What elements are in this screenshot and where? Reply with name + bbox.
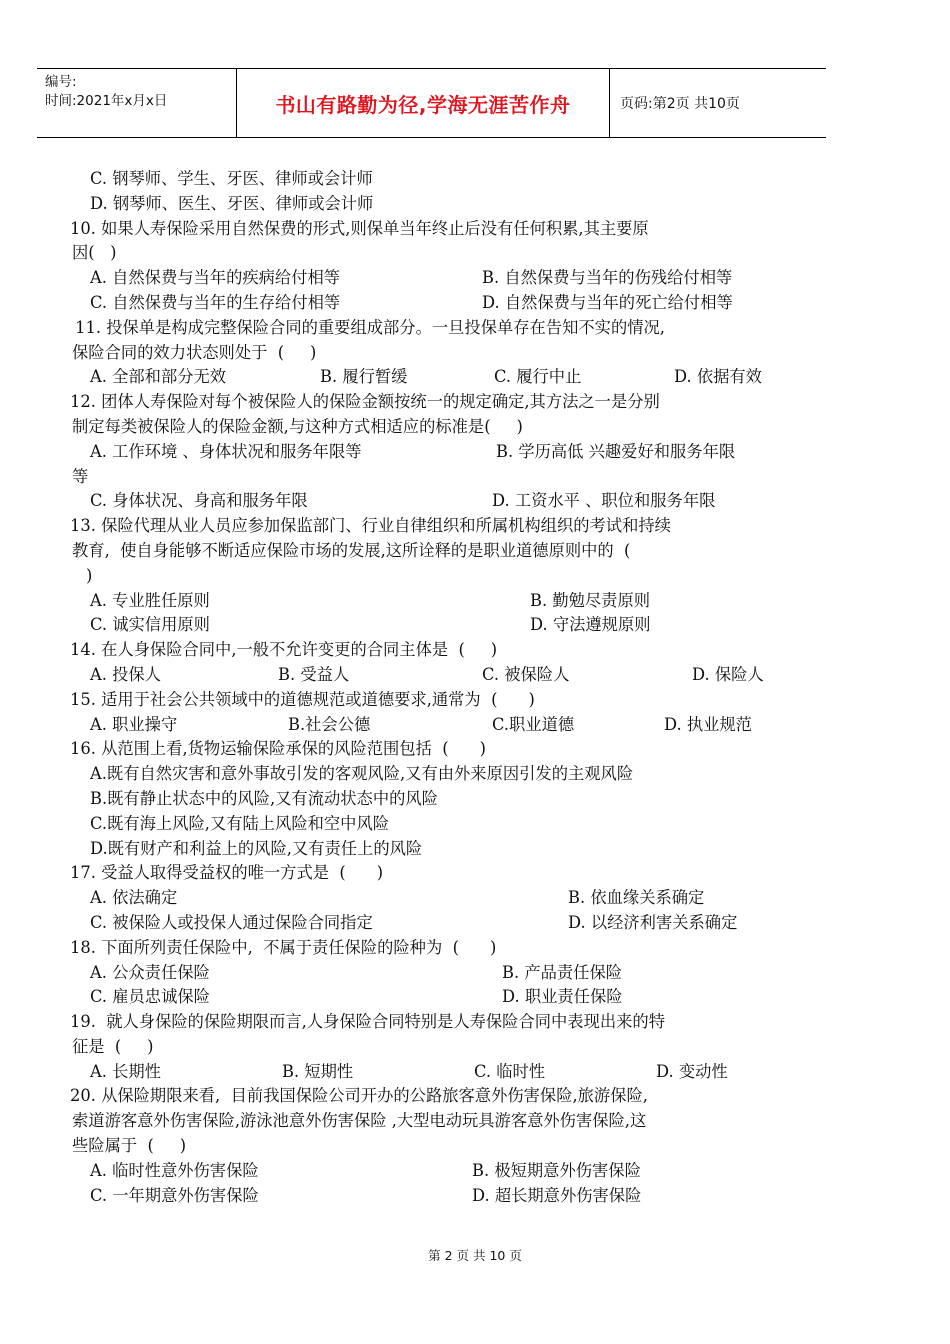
question-12-text: 12. 团体人寿保险对每个被保险人的保险金额按统一的规定确定,其方法之一是分别: [70, 392, 660, 412]
header-motto: 书山有路勤为径,学海无涯苦作舟: [237, 69, 610, 137]
question-10-text-cont: 因( ): [72, 243, 117, 263]
option-b: B. 自然保费与当年的伤残给付相等: [482, 268, 733, 288]
question-18-text: 18. 下面所列责任保险中, 不属于责任保险的险种为 ( ): [70, 937, 497, 957]
question-14-options: [72, 663, 798, 688]
question-12-text-cont: 制定每类被保险人的保险金额,与这种方式相适应的标准是( ): [72, 416, 523, 436]
question-17-text: 17. 受益人取得受益权的唯一方式是 ( ): [70, 863, 384, 883]
option-c: C. 被保险人或投保人通过保险合同指定: [90, 912, 373, 932]
option-a: A. 职业操守: [90, 714, 178, 734]
option-c: C. 履行中止: [494, 367, 582, 387]
question-13-text-cont: 教育, 使自身能够不断适应保险市场的发展,这所诠释的是职业道德原则中的 (: [72, 540, 631, 560]
question-20-text-end: 些险属于 ( ): [72, 1136, 187, 1156]
option-c: C. 被保险人: [482, 664, 570, 684]
question-12-wrap: 等: [72, 466, 89, 486]
header-page-info: 页码:第2页 共10页: [620, 96, 740, 112]
option-a: A. 长期性: [90, 1061, 161, 1081]
question-16-option-d: D.既有财产和利益上的风险,又有责任上的风险: [90, 838, 423, 858]
option-a: A. 专业胜任原则: [90, 590, 210, 610]
question-13-text-end: ): [86, 565, 93, 585]
question-20-options-ab: [72, 1159, 798, 1184]
option-a: A. 投保人: [90, 664, 161, 684]
option-c: C. 雇员忠诚保险: [90, 987, 210, 1007]
option-b: B. 受益人: [278, 664, 350, 684]
option-b: B. 短期性: [282, 1061, 354, 1081]
option-a: A. 工作环境 、身体状况和服务年限等: [90, 441, 362, 461]
question-19-text: 19. 就人身保险的保险期限而言,人身保险合同特别是人寿保险合同中表现出来的特: [70, 1012, 665, 1032]
option-b: B. 学历高低 兴趣爱好和服务年限: [496, 441, 736, 461]
option-a: A. 依法确定: [90, 888, 178, 908]
number-label: 编号:: [45, 74, 77, 90]
option-c: C. 身体状况、身高和服务年限: [90, 491, 308, 511]
question-13-options-ab: [72, 589, 798, 614]
question-18-options-ab: [72, 961, 798, 986]
question-11-text-cont: 保险合同的效力状态则处于 ( ): [72, 342, 317, 362]
question-18-options-cd: [72, 985, 798, 1010]
question-12-options-ab: [72, 440, 798, 465]
question-19-options: [72, 1060, 798, 1085]
question-20-text: 20. 从保险期限来看, 目前我国保险公司开办的公路旅客意外伤害保险,旅游保险,: [70, 1086, 648, 1106]
question-19-text-cont: 征是 ( ): [72, 1036, 154, 1056]
question-20-options-cd: [72, 1184, 798, 1209]
question-9-option-c: C. 钢琴师、学生、牙医、律师或会计师: [90, 169, 373, 188]
option-c: C. 自然保费与当年的生存给付相等: [90, 292, 341, 312]
option-d: D. 工资水平 、职位和服务年限: [492, 491, 716, 511]
question-20-text-cont: 索道游客意外伤害保险,游泳池意外伤害保险 ,大型电动玩具游客意外伤害保险,这: [72, 1111, 647, 1131]
question-14-text: 14. 在人身保险合同中,一般不允许变更的合同主体是 ( ): [70, 640, 498, 660]
question-13-text: 13. 保险代理从业人员应参加保监部门、行业自律组织和所属机构组织的考试和持续: [70, 516, 671, 536]
option-d: D. 依据有效: [674, 367, 762, 387]
option-d: D. 守法遵规原则: [530, 615, 651, 635]
question-11-options: [72, 365, 798, 390]
question-10-options-ab: [72, 266, 798, 291]
question-16-text: 16. 从范围上看,货物运输保险承保的风险范围包括 ( ): [70, 739, 486, 759]
question-13-options-cd: [72, 613, 798, 638]
question-10-options-cd: [72, 291, 798, 316]
option-d: D. 以经济利害关系确定: [568, 912, 738, 932]
option-b: B. 履行暂缓: [320, 367, 408, 387]
question-9-option-d: D. 钢琴师、医生、牙医、律师或会计师: [90, 193, 374, 213]
question-17-options-ab: [72, 886, 798, 911]
question-16-option-c: C.既有海上风险,又有陆上风险和空中风险: [90, 813, 390, 833]
option-b: B. 极短期意外伤害保险: [472, 1160, 641, 1180]
option-c: C. 一年期意外伤害保险: [90, 1185, 259, 1205]
option-d: D. 职业责任保险: [502, 987, 623, 1007]
question-10-text: 10. 如果人寿保险采用自然保费的形式,则保单当年终止后没有任何积累,其主要原: [70, 218, 649, 238]
option-a: A. 临时性意外伤害保险: [90, 1160, 259, 1180]
document-header: [37, 68, 826, 138]
header-meta: [37, 69, 237, 137]
exam-content: [72, 167, 798, 1208]
option-c: C.职业道德: [492, 714, 575, 734]
page-footer: 第 2 页 共 10 页: [428, 1248, 522, 1263]
question-17-options-cd: [72, 911, 798, 936]
question-15-options: [72, 713, 798, 738]
option-d: D. 保险人: [692, 664, 764, 684]
option-a: A. 公众责任保险: [90, 962, 210, 982]
option-a: A. 全部和部分无效: [90, 367, 227, 387]
time-label: 时间:2021年x月x日: [45, 93, 168, 109]
question-15-text: 15. 适用于社会公共领域中的道德规范或道德要求,通常为 ( ): [70, 689, 535, 709]
option-b: B. 产品责任保险: [502, 962, 623, 982]
option-d: D. 超长期意外伤害保险: [472, 1185, 642, 1205]
option-b: B.社会公德: [288, 714, 371, 734]
option-c: C. 诚实信用原则: [90, 615, 210, 635]
option-d: D. 变动性: [656, 1061, 728, 1081]
question-11-text: 11. 投保单是构成完整保险合同的重要组成部分。一旦投保单存在告知不实的情况,: [70, 317, 665, 337]
option-d: D. 自然保费与当年的死亡给付相等: [482, 292, 733, 312]
question-16-option-a: A.既有自然灾害和意外事故引发的客观风险,又有由外来原因引发的主观风险: [90, 764, 634, 784]
question-12-options-cd: [72, 489, 798, 514]
option-a: A. 自然保费与当年的疾病给付相等: [90, 268, 341, 288]
option-b: B. 勤勉尽责原则: [530, 590, 651, 610]
option-c: C. 临时性: [474, 1061, 546, 1081]
question-16-option-b: B.既有静止状态中的风险,又有流动状态中的风险: [90, 788, 438, 808]
option-b: B. 依血缘关系确定: [568, 888, 705, 908]
option-d: D. 执业规范: [664, 714, 752, 734]
